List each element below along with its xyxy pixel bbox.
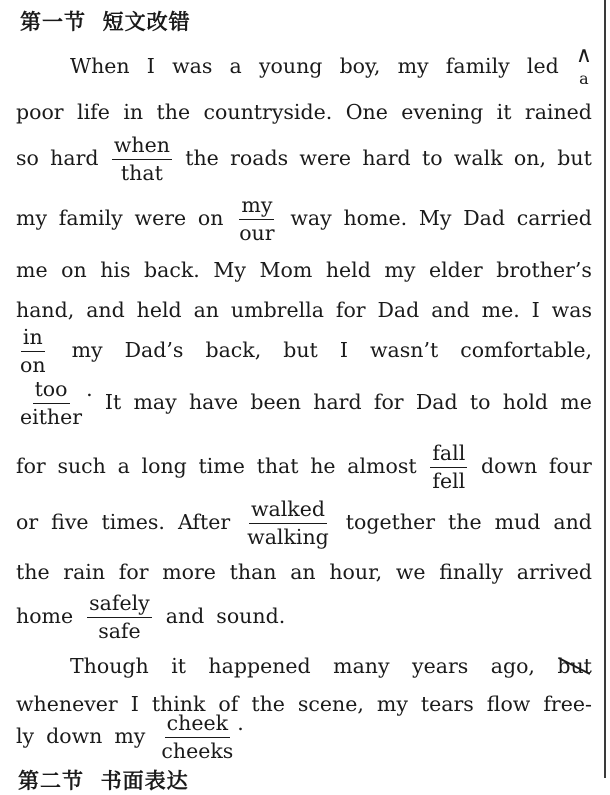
word: it <box>171 654 186 678</box>
word: than <box>229 560 277 584</box>
word: home. <box>343 206 408 230</box>
word: on, <box>513 146 546 170</box>
word: was <box>172 54 213 78</box>
correction-group <box>235 193 278 243</box>
word: countryside. <box>203 100 333 124</box>
word: to <box>421 146 443 170</box>
correction-new-word: cheek <box>165 713 230 738</box>
word: One <box>345 100 388 124</box>
word: held <box>325 258 371 282</box>
word: for <box>118 560 149 584</box>
trailing-punctuation: . <box>237 711 244 735</box>
word: arrived <box>516 560 592 584</box>
correction-group <box>428 441 469 491</box>
word: held <box>136 298 182 322</box>
word: were <box>134 206 187 230</box>
word: wasn’t <box>369 338 439 362</box>
word: my <box>114 724 146 748</box>
word: his <box>100 258 131 282</box>
word: an <box>290 560 316 584</box>
correction-original-word: our <box>239 220 275 245</box>
deleted-word-text: but <box>557 654 592 678</box>
word: Dad’s <box>124 338 184 362</box>
word: me <box>560 390 592 414</box>
word: finally <box>439 560 504 584</box>
word: life <box>77 100 110 124</box>
word: in <box>123 100 144 124</box>
correction-fraction <box>245 499 331 547</box>
word: free- <box>543 692 592 716</box>
text-line <box>16 706 592 766</box>
word: for <box>16 454 46 478</box>
word: think <box>151 692 206 716</box>
word: hold <box>502 390 549 414</box>
correction-new-word: too <box>33 379 70 404</box>
word: back. <box>144 258 200 282</box>
word: Dad <box>415 390 458 414</box>
word: way <box>290 206 332 230</box>
word: When <box>70 54 130 78</box>
word: me <box>16 258 48 282</box>
correction-group <box>157 711 243 761</box>
word: but <box>557 146 592 170</box>
correction-fraction <box>430 443 467 491</box>
word: the <box>156 100 191 124</box>
section-title: 第一节 短文改错 <box>20 10 191 34</box>
word: for <box>335 298 366 322</box>
inserted-word: a <box>579 69 589 88</box>
word: It <box>104 390 122 414</box>
word: hour, <box>329 560 383 584</box>
word: we <box>395 560 426 584</box>
word: back, <box>205 338 262 362</box>
word: I <box>130 692 139 716</box>
word: ago, <box>490 654 535 678</box>
word: Though <box>70 654 149 678</box>
word: carried <box>516 206 592 230</box>
word: rained <box>524 100 592 124</box>
word: family <box>445 54 510 78</box>
correction-fraction <box>237 195 276 243</box>
word: elder <box>428 258 483 282</box>
correction-original-word: that <box>120 160 163 185</box>
correction-fraction <box>18 379 84 427</box>
word: boy, <box>339 54 381 78</box>
correction-new-word: fall <box>430 443 467 468</box>
word: me. <box>481 298 520 322</box>
word: on <box>61 258 87 282</box>
word: roads <box>230 146 289 170</box>
word: hard <box>50 146 99 170</box>
text-line <box>16 128 592 188</box>
word: and <box>86 298 125 322</box>
word: and <box>553 510 592 534</box>
word: more <box>162 560 216 584</box>
word: of <box>218 692 239 716</box>
word: four <box>548 454 592 478</box>
correction-new-word: in <box>21 327 45 352</box>
word: umbrella <box>230 298 324 322</box>
word: hard <box>362 146 411 170</box>
word: flow <box>486 692 531 716</box>
word: may <box>133 390 177 414</box>
correction-original-word: cheeks <box>161 738 234 763</box>
word: and <box>165 604 205 628</box>
word: the <box>16 560 50 584</box>
text-line <box>16 436 592 496</box>
word: home <box>16 604 74 628</box>
word: comfortable, <box>460 338 592 362</box>
word: that <box>256 454 299 478</box>
correction-group <box>85 591 154 641</box>
word: it <box>496 100 512 124</box>
caret-icon: ∧ <box>575 43 592 68</box>
word: the <box>185 146 219 170</box>
word: young <box>258 54 323 78</box>
word: After <box>177 510 231 534</box>
word: have <box>188 390 239 414</box>
word: My <box>213 258 246 282</box>
word: a <box>117 454 130 478</box>
word: years <box>412 654 469 678</box>
correction-new-word: walked <box>249 499 327 524</box>
word: the <box>448 510 482 534</box>
word: been <box>250 390 301 414</box>
correction-group <box>16 377 93 427</box>
word: times. <box>101 510 165 534</box>
word: were <box>299 146 352 170</box>
correction-new-word: safely <box>87 593 152 618</box>
word: and <box>431 298 470 322</box>
text-line <box>16 320 592 380</box>
trailing-punctuation: . <box>86 377 93 401</box>
word: I <box>339 338 348 362</box>
correction-group <box>243 497 333 547</box>
correction-group <box>110 133 174 183</box>
word: evening <box>401 100 484 124</box>
correction-original-word: either <box>20 404 83 429</box>
word: down <box>480 454 538 478</box>
word: the <box>251 692 285 716</box>
word: My <box>418 206 452 230</box>
word: scene, <box>297 692 364 716</box>
word: my <box>16 206 48 230</box>
word: together <box>345 510 436 534</box>
word: mud <box>494 510 541 534</box>
word: on <box>197 206 224 230</box>
correction-new-word: my <box>239 195 274 220</box>
word: an <box>193 298 220 322</box>
word: so <box>16 146 39 170</box>
word: tears <box>420 692 474 716</box>
correction-fraction <box>112 135 172 183</box>
correction-original-word: walking <box>247 524 329 549</box>
word: long <box>141 454 187 478</box>
correction-original-word: on <box>20 352 46 377</box>
word: ly <box>16 724 35 748</box>
word: my <box>71 338 103 362</box>
word: Dad <box>377 298 420 322</box>
word: happened <box>208 654 311 678</box>
word: walk <box>453 146 503 170</box>
word: but <box>283 338 318 362</box>
next-section-title: 第二节 书面表达 <box>18 769 189 793</box>
word: hand, <box>16 298 75 322</box>
word: five <box>51 510 89 534</box>
word: my <box>397 54 429 78</box>
word: whenever <box>16 692 118 716</box>
word: rain <box>63 560 106 584</box>
word: many <box>333 654 390 678</box>
word: was <box>551 298 592 322</box>
word: almost <box>347 454 417 478</box>
correction-fraction <box>18 327 48 375</box>
word: or <box>16 510 39 534</box>
word: family <box>58 206 123 230</box>
word: time <box>198 454 245 478</box>
correction-group <box>16 325 50 375</box>
word: sound. <box>216 604 286 628</box>
correction-new-word: when <box>112 135 172 160</box>
word: a <box>229 54 242 78</box>
text-line <box>16 372 592 432</box>
word: my <box>384 258 416 282</box>
word: for <box>373 390 404 414</box>
word: such <box>57 454 106 478</box>
correction-fraction <box>87 593 152 641</box>
right-border <box>604 0 606 778</box>
word: brother’s <box>496 258 592 282</box>
correction-original-word: fell <box>432 468 466 493</box>
text-line <box>16 188 592 248</box>
word: hard <box>313 390 362 414</box>
word: I <box>531 298 540 322</box>
word: my <box>376 692 408 716</box>
word: Mom <box>259 258 313 282</box>
word: Dad <box>463 206 505 230</box>
word: down <box>46 724 103 748</box>
correction-fraction <box>159 713 235 761</box>
word: poor <box>16 100 64 124</box>
correction-original-word: safe <box>98 618 141 643</box>
word: he <box>310 454 336 478</box>
word: I <box>146 54 155 78</box>
word: led <box>526 54 559 78</box>
word: to <box>469 390 491 414</box>
insertion-caret <box>576 45 592 87</box>
